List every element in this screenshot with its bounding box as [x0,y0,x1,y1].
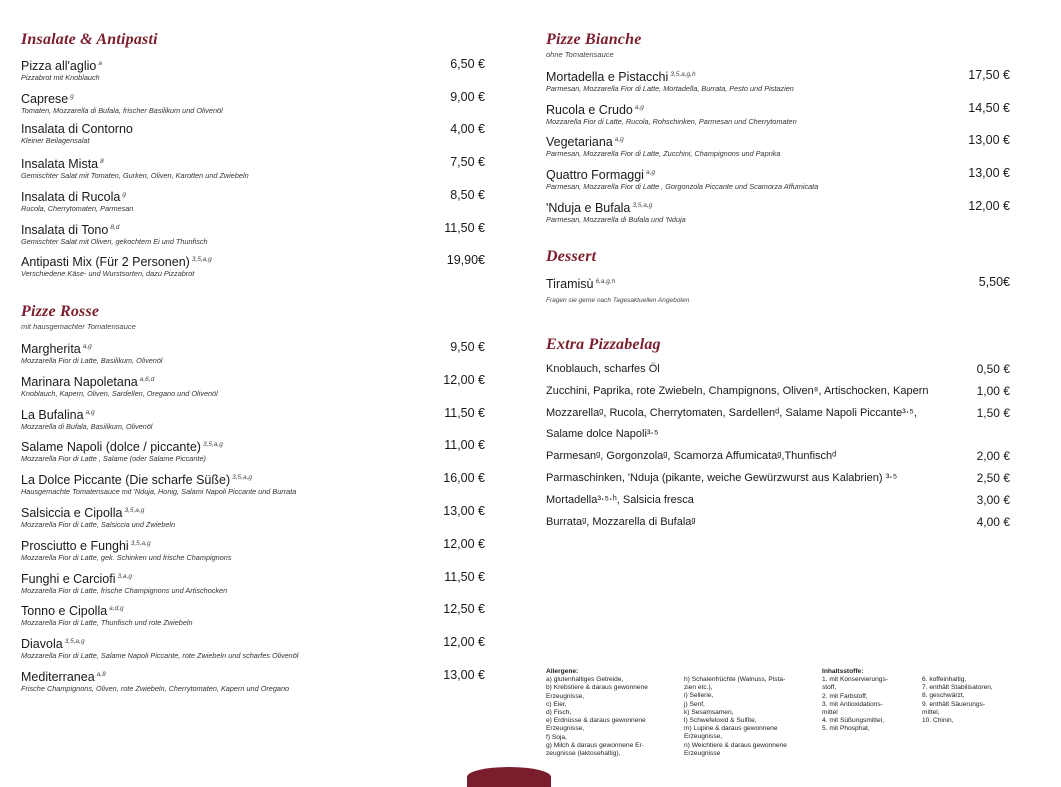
menu-item-price: 11,00 € [444,438,485,453]
menu-item-description: Kleiner Beilagensalat [21,136,90,146]
menu-item-name [21,471,485,487]
dessert-item-price: 5,50€ [978,275,1010,289]
menu-item-price: 12,00 € [968,198,1010,213]
menu-item [21,221,485,246]
legend-line: e) Erdnüsse & daraus gewonnene [546,717,646,725]
menu-item-price: 9,00 € [450,89,485,104]
menu-item-name [21,668,485,684]
menu-item-allergens: a,g [634,103,644,111]
legend-line: a) glutenhaltiges Getreide, [546,676,624,684]
menu-item-price: 11,50 € [444,405,485,420]
legend-line: l) Schwefeloxid & Sulfite, [684,717,757,725]
menu-item-description: Parmesan, Mozzarella Fior di Latte, Zucchini, Champignons und Paprika [546,149,781,159]
extra-topping-price: 2,50 € [976,471,1010,485]
menu-item-label: Caprese [21,91,69,106]
pizze-rosse-title: Pizze Rosse [21,303,100,320]
legend-line: zeugnisse (laktosehaltig), [546,750,621,758]
menu-item-label: Rucola e Crudo [546,102,633,117]
pizze-bianche-subtitle: ohne Tomatensauce [546,50,614,59]
extra-topping-price: 3,00 € [976,492,1010,507]
menu-item-name [21,373,485,389]
menu-item-name [21,122,485,136]
extra-topping-row [546,494,1010,507]
menu-item-allergens: g [122,190,126,198]
menu-item-description: Mozzarella Fior di Latte, Rucola, Rohschinken, Parmesan und Cherrytomaten [546,116,797,126]
menu-item-price: 11,50 € [444,569,485,584]
menu-item-description: Rucola, Cherrytomaten, Parmesan [21,203,134,213]
menu-item-description: Mozzarella Fior di Latte, Thunfisch und rote Zwiebeln [21,618,193,628]
menu-item-allergens: 3,a,g [117,572,132,580]
menu-item [546,166,1010,191]
menu-item-description: Mozzarella di Bufala, Basilikum, Olivenöl [21,421,153,431]
menu-item-allergens: a,g [614,136,624,144]
menu-item-name [21,406,485,422]
menu-item-description: Gemischter Salat mit Tomaten, Gurken, Oliven, Karotten und Zwiebeln [21,171,249,181]
menu-item-name [21,438,485,454]
legend-line: Inhaltsstoffe: [822,668,864,675]
menu-item-label: La Bufalina [21,407,84,422]
menu-item-label: Insalata di Contorno [21,122,133,137]
menu-item-allergens: 3,5,a,g [202,441,223,449]
menu-item [21,57,485,82]
menu-item-label: Marinara Napoletana [21,374,138,389]
menu-item-label: Prosciutto e Funghi [21,538,129,553]
menu-item-description: Mozzarella Fior di Latte, Salsiccia und Zwiebeln [21,520,176,529]
menu-item-allergens: a,g [645,169,656,177]
menu-item-allergens: 8,d [110,223,120,231]
extra-topping-price: 2,00 € [976,449,1010,464]
menu-item-price: 13,00 € [443,504,485,518]
menu-item-description: Parmesan, Mozzarella Fior di Latte, Mortadella, Burrata, Pesto und Pistazien [546,84,794,93]
menu-item-label: Tonno e Cipolla [21,604,108,619]
menu-item-description: Frische Champignons, Oliven, rote Zwiebeln, Cherrytomaten, Kapern und Oregano [21,684,290,693]
menu-item-description: Hausgemachte Tomatensauce mit 'Nduja, Honig, Salami Napoli Piccante und Burrata [21,487,297,497]
menu-item [21,471,485,496]
menu-item [21,253,485,278]
extra-topping-text: Salame dolce Napoli³⋅⁵ [546,428,659,441]
legend-line: j) Senf, [684,700,705,708]
menu-item-name [21,253,485,269]
menu-item [21,570,485,595]
legend-line: 1. mit Konservierungs- [822,676,888,684]
menu-item-name [21,57,485,73]
dessert-note: Fragen sie gerne nach Tagesaktuellen Angeboten [546,297,690,304]
legend-line: 4. mit Süßungsmittel, [822,717,884,725]
menu-item-name [21,602,485,618]
menu-item-price: 6,50 € [450,57,485,71]
menu-item-price: 12,00 € [443,635,485,650]
menu-item-name [546,68,1010,84]
legend-line: Allergene: [546,668,579,675]
menu-item-label: Salsiccia e Cipolla [21,506,123,520]
menu-item [21,90,485,115]
menu-item-label: Vegetariana [546,135,613,150]
menu-item [21,504,485,529]
legend-line: i) Sellerie, [684,692,714,700]
legend-line: 6. koffeinhaltig, [922,676,967,683]
menu-item-price: 13,00 € [968,133,1010,148]
menu-item-description: Mozzarella Fior di Latte, Salame Napoli Piccante, rote Zwiebeln und scharfes Olivenöl [21,651,299,661]
menu-item-description: Mozzarella Fior di Latte, gek. Schinken und frische Champignons [21,552,232,562]
extra-topping-row [546,407,1010,420]
legend-line: c) Eier, [546,700,567,708]
menu-item-name [546,101,1010,117]
legend-line: 5. mit Phosphat, [822,725,870,733]
legend-line: 10. Chinin, [922,717,954,725]
menu-item-label: Margherita [21,342,81,356]
menu-item-name [21,570,485,586]
menu-item-price: 11,50 € [444,220,485,235]
menu-item-price: 9,50 € [450,340,485,354]
menu-item-description: Pizzabrot mit Knoblauch [21,73,100,82]
menu-item-price: 19,90€ [446,253,485,268]
menu-item-label: Insalata di Tono [21,222,109,237]
menu-item-description: Mozzarella Fior di Latte, Basilikum, Olivenöl [21,356,163,365]
menu-item-label: Quattro Formaggi [546,168,644,183]
menu-item-label: 'Nduja e Bufala [546,200,631,215]
legend-line: Erzeugnisse, [546,725,585,733]
extra-topping-text: Mortadella³⋅⁵⋅ʰ, Salsicia fresca [546,493,694,506]
legend-line: 9. enthält Säuerungs- [922,700,986,708]
extra-topping-row [546,450,1010,463]
menu-item-price: 17,50 € [968,68,1010,82]
legend-line: f) Soja, [546,733,567,741]
menu-item-allergens: 3,5,a,g [632,201,653,209]
menu-item-name [21,90,485,106]
legend-line: d) Fisch, [546,709,572,717]
extra-topping-row [546,363,1010,376]
menu-item-allergens: a,6,d [139,375,155,383]
menu-item-allergens: 3,5,a,g,h [670,71,696,78]
ingredients-legend-cont [922,676,993,725]
menu-item-name [21,155,485,171]
dessert-item [546,275,1010,291]
menu-item [21,635,485,660]
menu-item-description: Parmesan, Mozzarella di Bufala und 'Nduja [546,214,686,224]
menu-item-description: Mozzarella Fior di Latte, frische Champignons und Artischocken [21,585,228,595]
menu-item-allergens: a [98,60,102,67]
menu-item-description: Verschiedene Käse- und Wurstsorten, dazu Pizzabrot [21,269,195,279]
menu-item-label: Antipasti Mix (Für 2 Personen) [21,255,190,270]
menu-item-price: 12,00 € [443,372,485,387]
menu-item-label: Salame Napoli (dolce / piccante) [21,440,201,455]
menu-item [21,602,485,627]
legend-line: Erzeugnisse, [684,733,723,741]
extra-topping-text: Zucchini, Paprika, rote Zwiebeln, Champignons, Oliven⁸, Artischocken, Kapern [546,384,929,397]
menu-item [21,122,485,145]
legend-line: 7. enthält Stabilisatoren, [922,684,993,692]
menu-item [21,373,485,398]
menu-item-allergens: 8 [100,158,104,166]
menu-item-description: Tomaten, Mozzarella di Bufala, frischer Basilikum und Olivenöl [21,105,223,115]
legend-line: zien etc.), [684,684,713,692]
menu-item-price: 8,50 € [450,187,485,202]
legend-line: Erzeugnisse, [546,692,585,700]
extra-topping-price: 4,00 € [976,514,1010,529]
extra-topping-text: Parmaschinken, 'Nduja (pikante, weiche Gewürzwurst aus Kalabrien) ³⋅⁵ [546,472,898,484]
legend-line: 2. mit Farbstoff, [822,692,868,700]
extra-topping-price: 1,50 € [976,405,1010,420]
menu-item-price: 4,00 € [450,122,485,137]
legend-line: mittel, [922,708,940,716]
legend-line: stoff, [822,684,837,692]
extra-topping-price: 0,50 € [976,362,1010,376]
legend-line: Erzeugnisse [684,749,721,757]
decorative-arc [467,767,551,787]
ingredients-legend [822,668,888,734]
menu-item-label: La Dolce Piccante (Die scharfe Süße) [21,473,231,488]
menu-item-price: 16,00 € [443,471,485,486]
menu-item-description: Parmesan, Mozzarella Fior di Latte , Gorgonzola Piccante und Scamorza Affumicata [546,182,819,192]
menu-item [546,68,1010,93]
menu-item-name [21,537,485,553]
menu-item [21,340,485,365]
pizze-rosse-subtitle: mit hausgemachter Tomatensauce [21,322,136,331]
dessert-item-label: Tiramisù [546,277,594,291]
legend-line: 3. mit Antioxidations- [822,700,883,708]
menu-item [546,133,1010,158]
extra-topping-row [546,428,1010,441]
legend-line: 8. geschwärzt, [922,692,965,700]
menu-item-allergens: a,g [82,343,92,350]
menu-item-name [546,166,1010,182]
menu-item-label: Insalata di Rucola [21,189,121,204]
menu-item-allergens: 3,5,a,g [130,539,151,547]
menu-item [21,537,485,562]
dessert-item-allergens: 6,a,g,h [595,278,616,285]
menu-item-description: Mozzarella Fior di Latte , Salame (oder Salame Piccante) [21,454,206,464]
extra-topping-text: Parmesanᵍ, Gorgonzolaᵍ, Scamorza Affumicataᵍ,Thunfischᵈ [546,450,837,463]
menu-item-label: Mediterranea [21,670,95,684]
insalate-title: Insalate & Antipasti [21,31,158,48]
extra-topping-text: Burrataᵍ, Mozzarella di Bufalaᵍ [546,515,696,528]
legend-line: h) Schalenfrüchte (Walnuss, Pista- [684,676,786,683]
legend-line: g) Milch & daraus gewonnene Er- [546,741,644,749]
menu-item [21,406,485,431]
extra-topping-text: Mozzarellaᵍ, Rucola, Cherrytomaten, Sardellenᵈ, Salame Napoli Piccante³⋅⁵, [546,406,917,419]
dessert-title: Dessert [546,248,597,265]
legend-line: mittel [822,709,838,717]
legend-line: k) Sesamsamen, [684,708,734,716]
legend-line: b) Krebstiere & daraus gewonnene [546,684,648,692]
menu-item [21,438,485,463]
menu-item-description: Gemischter Salat mit Oliven, gekochtem Ei und Thunfisch [21,236,208,246]
menu-item-allergens: 3,5,a,g [232,474,253,482]
allergens-legend [546,668,648,758]
menu-item [546,199,1010,224]
menu-item-price: 12,00 € [443,536,485,551]
menu-item [21,188,485,213]
extra-topping-price: 1,00 € [976,383,1010,398]
legend-line: m) Lupine & daraus gewonnene [684,725,778,733]
menu-item-label: Mortadella e Pistacchi [546,70,669,84]
menu-item-price: 12,50 € [443,602,485,617]
menu-item-label: Funghi e Carciofi [21,571,116,586]
menu-item-price: 7,50 € [450,155,485,170]
menu-item-allergens: 3,5,a,g [124,507,145,514]
menu-item-allergens: 3,5,a,g [191,256,212,264]
menu-item-label: Pizza all'aglio [21,59,97,73]
menu-item-name [21,188,485,204]
menu-item-name [21,340,485,356]
menu-item-label: Diavola [21,637,63,652]
extra-topping-text: Knoblauch, scharfes Öl [546,363,660,375]
menu-item-allergens: a,8 [96,671,106,678]
menu-item [21,155,485,180]
menu-item-name [546,133,1010,149]
menu-item-name [546,199,1010,215]
extra-topping-row [546,516,1010,529]
menu-item [21,668,485,693]
menu-item-price: 14,50 € [968,100,1010,115]
menu-item-label: Insalata Mista [21,157,99,172]
dessert-item-name [546,275,1010,291]
extra-title: Extra Pizzabelag [546,336,661,353]
menu-item-name [21,504,485,520]
menu-item [546,101,1010,126]
menu-item-name [21,221,485,237]
menu-item-price: 13,00 € [443,668,485,682]
extra-topping-row [546,472,1010,485]
allergens-legend-cont [684,676,787,758]
legend-line: n) Weichtiere & daraus gewonnene [684,741,787,749]
extra-topping-row [546,385,1010,398]
menu-item-allergens: a,d,g [109,605,124,613]
menu-item-price: 13,00 € [968,166,1010,181]
menu-item-allergens: a,g [85,408,95,416]
menu-item-allergens: 3,5,a,g [64,638,85,646]
menu-item-allergens: g [70,92,74,100]
pizze-bianche-title: Pizze Bianche [546,31,642,48]
menu-item-description: Knoblauch, Kapern, Oliven, Sardellen, Oregano und Olivenöl [21,388,218,398]
menu-item-name [21,635,485,651]
